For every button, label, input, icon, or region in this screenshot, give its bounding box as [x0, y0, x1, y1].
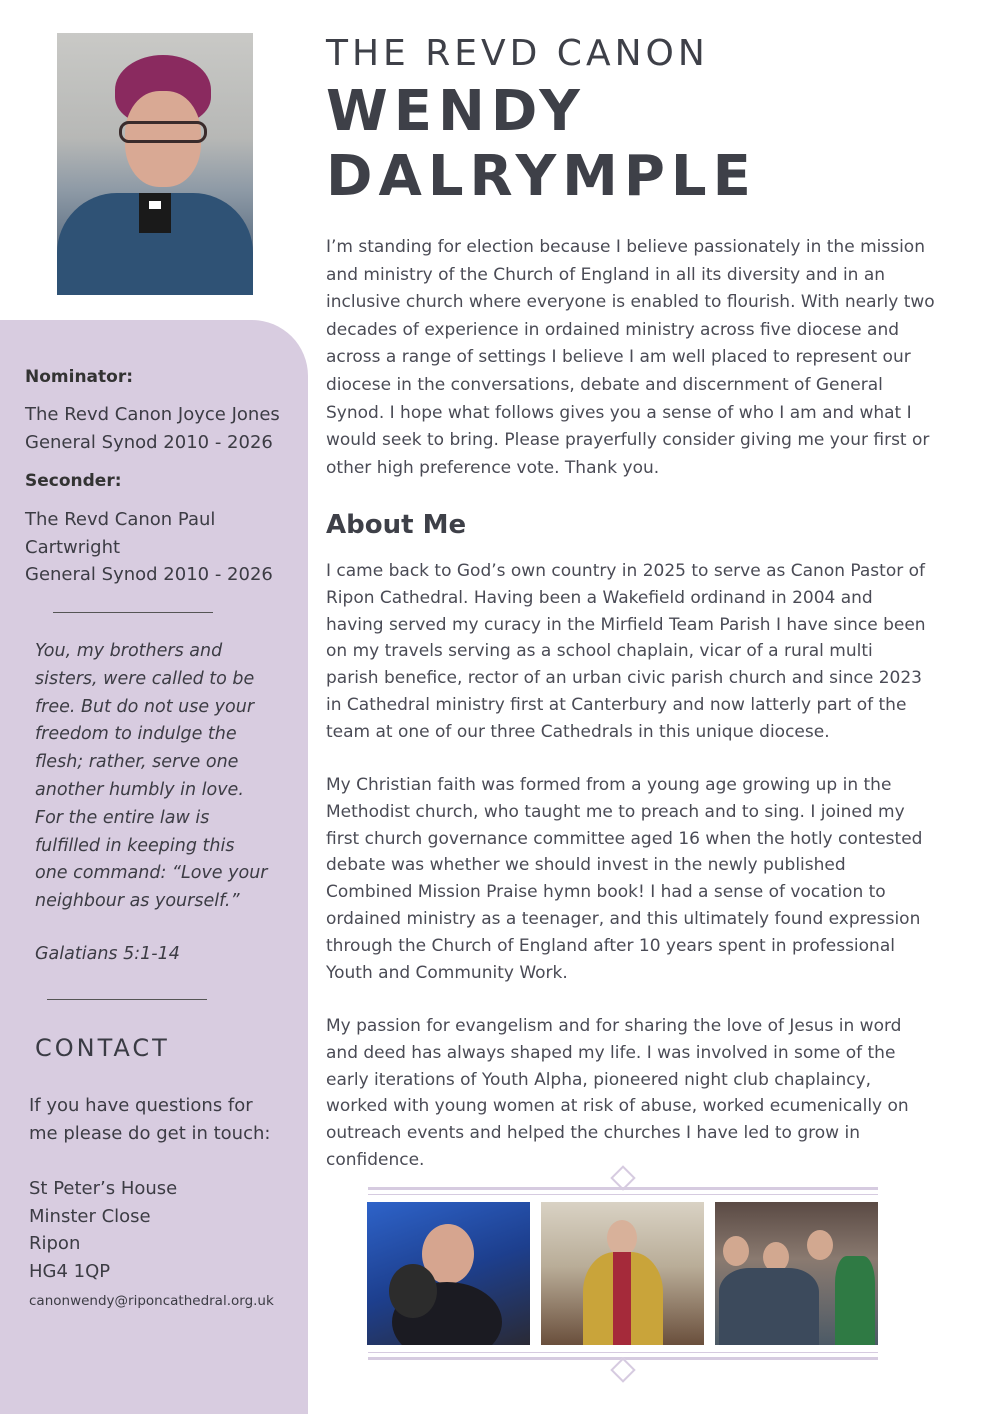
photo-cathedral-vestments: [541, 1202, 704, 1345]
scripture-quote: You, my brothers and sisters, were called to be free. But do not use your freedom to indulge the flesh; rather, serve one another humbly in love. For the entire law is fulfilled in keeping this one command: “Love your neighbour as yourself.”: [35, 641, 268, 912]
seconder-text: The Revd Canon Paul Cartwright General Synod 2010 - 2026: [25, 509, 273, 585]
nominator-label: Nominator:: [25, 367, 134, 387]
about-paragraph: I came back to God’s own country in 2025 to serve as Canon Pastor of Ripon Cathedral. Having been a Wakefield ordinand in 2004 and having served my curacy in the Mirfield Team Parish I have since been on my travels serving as a school chaplain, vicar of a rural multi parish benefice, rector of an urban civic parish church and since 2023 in Cathedral ministry first at Canterbury and now latterly part of the team at one of our three Cathedrals in this unique diocese.: [326, 561, 926, 742]
about-heading: About Me: [326, 510, 467, 540]
divider: [53, 612, 213, 613]
title-first-name: WENDY: [326, 79, 586, 144]
divider: [47, 999, 207, 1000]
scripture-reference: Galatians 5:1-14: [35, 944, 180, 964]
contact-heading: CONTACT: [35, 1034, 170, 1062]
about-paragraph: My Christian faith was formed from a young age growing up in the Methodist church, who taught me to preach and to sing. I joined my first church governance committee aged 16 when the hotly contested debate was whether we should invest in the newly published Combined Mission Praise hymn book! I had a sense of vocation to ordained ministry as a teenager, and this ultimately found expression through the Church of England after 10 years spent in professional Youth and Community Work.: [326, 775, 923, 983]
photo-radio-studio: [367, 1202, 530, 1345]
frame-line: [368, 1352, 878, 1353]
intro-paragraph: I’m standing for election because I believe passionately in the mission and ministry of the Church of England in all its diversity and in an inclusive church where everyone is enabled to flourish. With nearly two decades of experience in ordained ministry across five diocese and across a range of settings I believe I am well placed to represent our diocese in the conversations, debate and discernment of General Synod. I hope what follows gives you a sense of who I am and what I would seek to bring. Please prayerfully consider giving me your first or other high preference vote. Thank you.: [326, 237, 935, 478]
frame-ornament: [610, 1357, 635, 1382]
seconder-label: Seconder:: [25, 471, 122, 491]
contact-address: St Peter’s House Minster Close Ripon HG4 1QP: [29, 1178, 178, 1282]
frame-line: [368, 1187, 878, 1190]
nominator-text: The Revd Canon Joyce Jones General Synod 2010 - 2026: [25, 404, 280, 453]
contact-email[interactable]: canonwendy@riponcathedral.org.uk: [29, 1293, 274, 1309]
photo-church-congregation: [715, 1202, 878, 1345]
contact-intro: If you have questions for me please do get in touch:: [29, 1095, 271, 1144]
title-prefix: THE REVD CANON: [326, 33, 709, 74]
frame-line: [368, 1194, 878, 1195]
candidate-portrait: [57, 33, 253, 295]
about-paragraph: My passion for evangelism and for sharing the love of Jesus in word and deed has always shaped my life. I was involved in some of the early iterations of Youth Alpha, pioneered night club chaplaincy, worked with young women at risk of abuse, worked ecumenically on outreach events and helped the churches I have led to grow in confidence.: [326, 1016, 909, 1170]
title-surname: DALRYMPLE: [326, 144, 757, 209]
